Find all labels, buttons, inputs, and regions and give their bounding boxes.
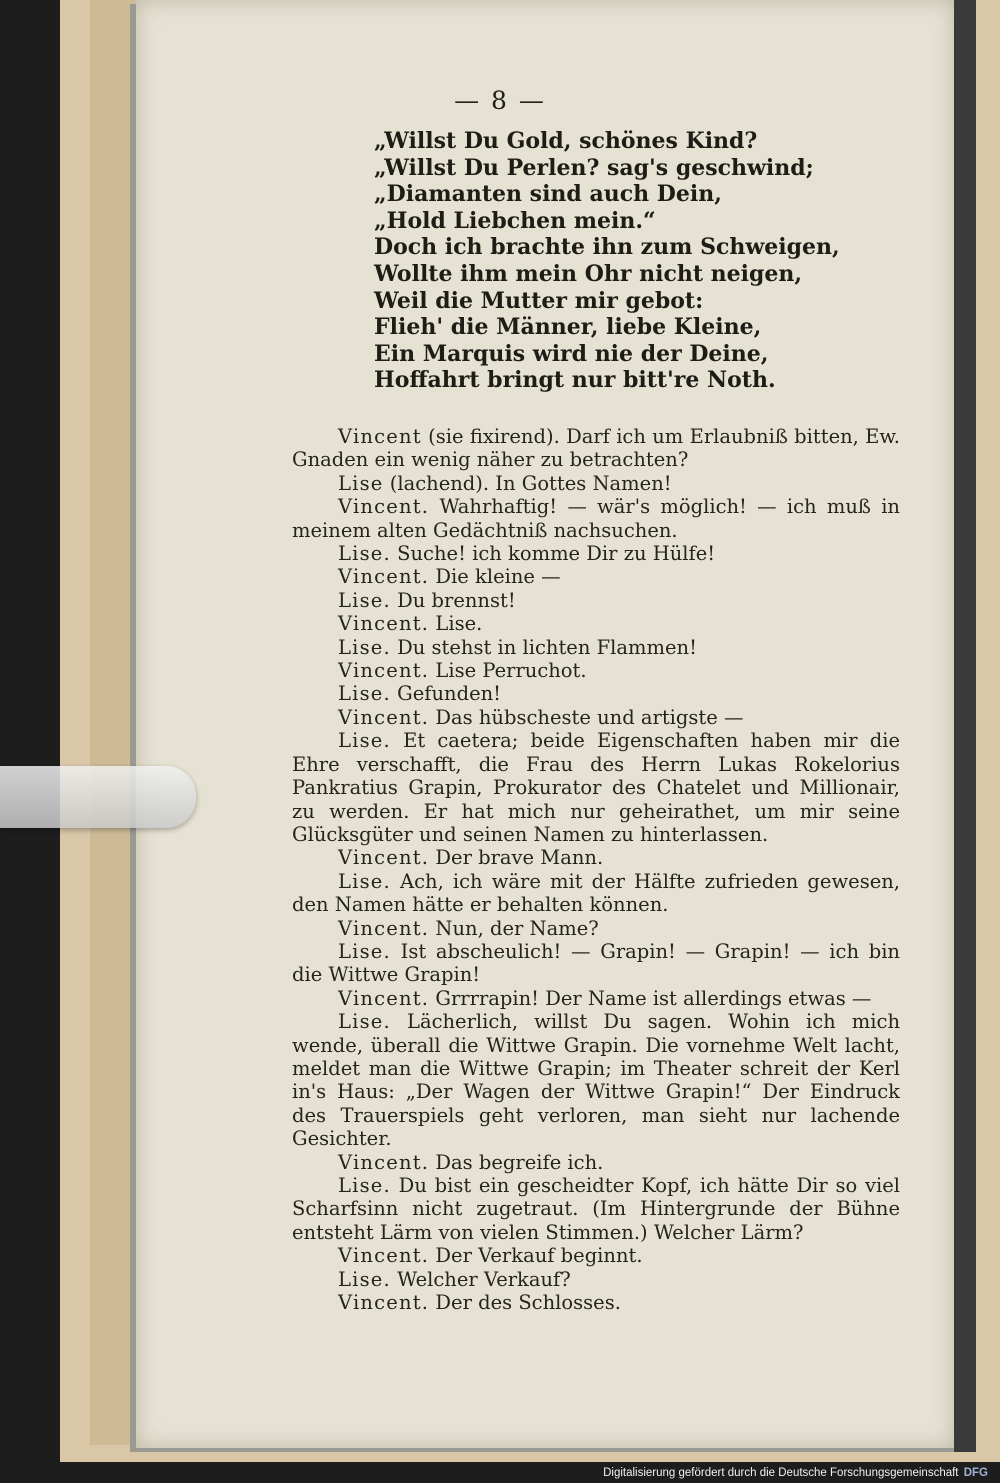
speaker-name: Vincent. <box>338 1150 430 1174</box>
speech-text: Grrrrapin! Der Name ist allerdings etwas — <box>429 986 872 1010</box>
dialogue-line <box>292 589 900 612</box>
dialogue-line <box>292 425 900 472</box>
dialogue-line <box>292 1244 900 1267</box>
speaker-name: Vincent. <box>338 1244 430 1268</box>
verse-line: „Hold Liebchen mein.“ <box>374 207 656 234</box>
speaker-name: Lise. <box>338 1174 391 1197</box>
speech-text: Ach, ich wäre mit der Hälfte zufrieden gewesen, den Namen hätte er behalten können. <box>292 869 900 917</box>
speech-text: Der brave Mann. <box>429 846 604 870</box>
speaker-name: Lise. <box>338 588 391 612</box>
dialogue-line <box>292 706 900 729</box>
dialogue-line <box>292 870 900 917</box>
speaker-name: Lise. <box>338 729 391 753</box>
speaker-name: Vincent. <box>338 565 430 589</box>
verse-line: Hoffahrt bringt nur bitt're Noth. <box>374 367 776 394</box>
speaker-name: Lise. <box>338 682 391 706</box>
dialogue-line <box>292 1291 900 1314</box>
speech-text: Lächerlich, willst Du sagen. Wohin ich mich wende, überall die Wittwe Grapin. Die vornehme Welt lacht, meldet man die Wittwe Grapin; im Theater schreit der Kerl in's Haus: „Der Wagen der Wittwe Grapin!“ Der Eindruck des Trauerspiels geht verloren, man sieht nur lachende Gesichter. <box>292 1010 900 1151</box>
speaker-name: Vincent. <box>338 846 430 870</box>
speaker-name: Lise. <box>338 869 391 893</box>
dialogue-line <box>292 659 900 682</box>
verse-line: Weil die Mutter mir gebot: <box>374 287 704 314</box>
dialogue-line <box>292 1174 900 1244</box>
verse-line: Ein Marquis wird nie der Deine, <box>374 340 769 367</box>
dialogue-line <box>292 1010 900 1150</box>
verse-line: Wollte ihm mein Ohr nicht neigen, <box>374 260 803 287</box>
speaker-name: Vincent. <box>338 659 430 683</box>
speech-text: Du brennst! <box>390 588 516 612</box>
dialogue-line <box>292 636 900 659</box>
speech-text: Du bist ein gescheidter Kopf, ich hätte Dir so viel Scharfsinn nicht zugetraut. (Im Hintergrunde der Bühne entsteht Lärm von vielen Stimmen.) Welcher Lärm? <box>292 1174 900 1244</box>
dialogue-line <box>292 565 900 588</box>
speech-text: Der Verkauf beginnt. <box>429 1244 643 1268</box>
speech-text: Suche! ich komme Dir zu Hülfe! <box>390 542 716 566</box>
speech-text: Lise. <box>429 612 483 636</box>
speech-text: (lachend). In Gottes Namen! <box>383 471 672 495</box>
speech-text: Du stehst in lichten Flammen! <box>390 635 697 659</box>
speech-text: Nun, der Name? <box>429 916 599 940</box>
speaker-name: Vincent. <box>338 1291 430 1315</box>
speech-text: Et caetera; beide Eigenschaften haben mir die Ehre verschafft, die Frau des Herrn Lukas Rokelorius Pankratius Grapin, Prokurator des Chatelet und Millionair, zu werden. Er hat mich nur geheirathet, um mir seine Glücksgüter und seinen Namen zu hinterlassen. <box>292 729 900 846</box>
verse-line: Doch ich brachte ihn zum Schweigen, <box>374 234 840 261</box>
speech-text: Gefunden! <box>390 682 502 706</box>
dialogue-line <box>292 917 900 940</box>
speaker-name: Lise. <box>338 542 391 566</box>
verse-line: Flieh' die Männer, liebe Kleine, <box>374 314 762 341</box>
verse-line: „Willst Du Perlen? sag's geschwind; <box>374 154 814 181</box>
page-holder-clip <box>0 766 196 828</box>
page-number: — 8 — <box>454 86 546 115</box>
speech-text: Das begreife ich. <box>429 1150 604 1174</box>
dialogue-line <box>292 729 900 846</box>
dialogue-line <box>292 940 900 987</box>
verse-line: „Diamanten sind auch Dein, <box>374 181 722 208</box>
speaker-name: Lise <box>338 471 384 495</box>
speaker-name: Vincent. <box>338 916 430 940</box>
speech-text: Das hübscheste und artigste — <box>429 705 744 729</box>
speech-text: Die kleine — <box>429 565 561 589</box>
dialogue-line <box>292 846 900 869</box>
song-verses <box>374 128 840 394</box>
speaker-name: Vincent. <box>338 986 430 1010</box>
dialogue-line <box>292 1151 900 1174</box>
dialogue-line <box>292 1268 900 1291</box>
speaker-name: Vincent <box>338 425 422 448</box>
dialogue <box>292 425 900 1314</box>
speaker-name: Vincent. <box>338 495 430 519</box>
speech-text: Welcher Verkauf? <box>390 1267 571 1291</box>
speaker-name: Lise. <box>338 635 391 659</box>
page-edge <box>954 0 976 1452</box>
dialogue-line <box>292 987 900 1010</box>
credit-text: Digitalisierung gefördert durch die Deutsche Forschungsgemeinschaft <box>603 1467 959 1479</box>
speech-text: Ist abscheulich! — Grapin! — Grapin! — ich bin die Wittwe Grapin! <box>292 939 900 987</box>
dialogue-line <box>292 612 900 635</box>
dialogue-line <box>292 472 900 495</box>
speech-text: (sie fixirend). Darf ich um Erlaubniß bitten, Ew. Gnaden ein wenig näher zu betrachten? <box>292 425 900 472</box>
speaker-name: Lise. <box>338 939 391 963</box>
dialogue-line <box>292 682 900 705</box>
speaker-name: Lise. <box>338 1010 391 1034</box>
speaker-name: Lise. <box>338 1267 391 1291</box>
verse-line: „Willst Du Gold, schönes Kind? <box>374 128 758 154</box>
speech-text: Wahrhaftig! — wär's möglich! — ich muß in meinem alten Gedächtniß nachsuchen. <box>292 495 900 542</box>
dfg-logo: DFG <box>963 1467 988 1479</box>
speaker-name: Vincent. <box>338 612 430 636</box>
speech-text: Der des Schlosses. <box>429 1291 621 1315</box>
dialogue-line <box>292 495 900 542</box>
speech-text: Lise Perruchot. <box>429 659 587 683</box>
speaker-name: Vincent. <box>338 705 430 729</box>
digitization-credit <box>603 1467 988 1479</box>
dialogue-line <box>292 542 900 565</box>
